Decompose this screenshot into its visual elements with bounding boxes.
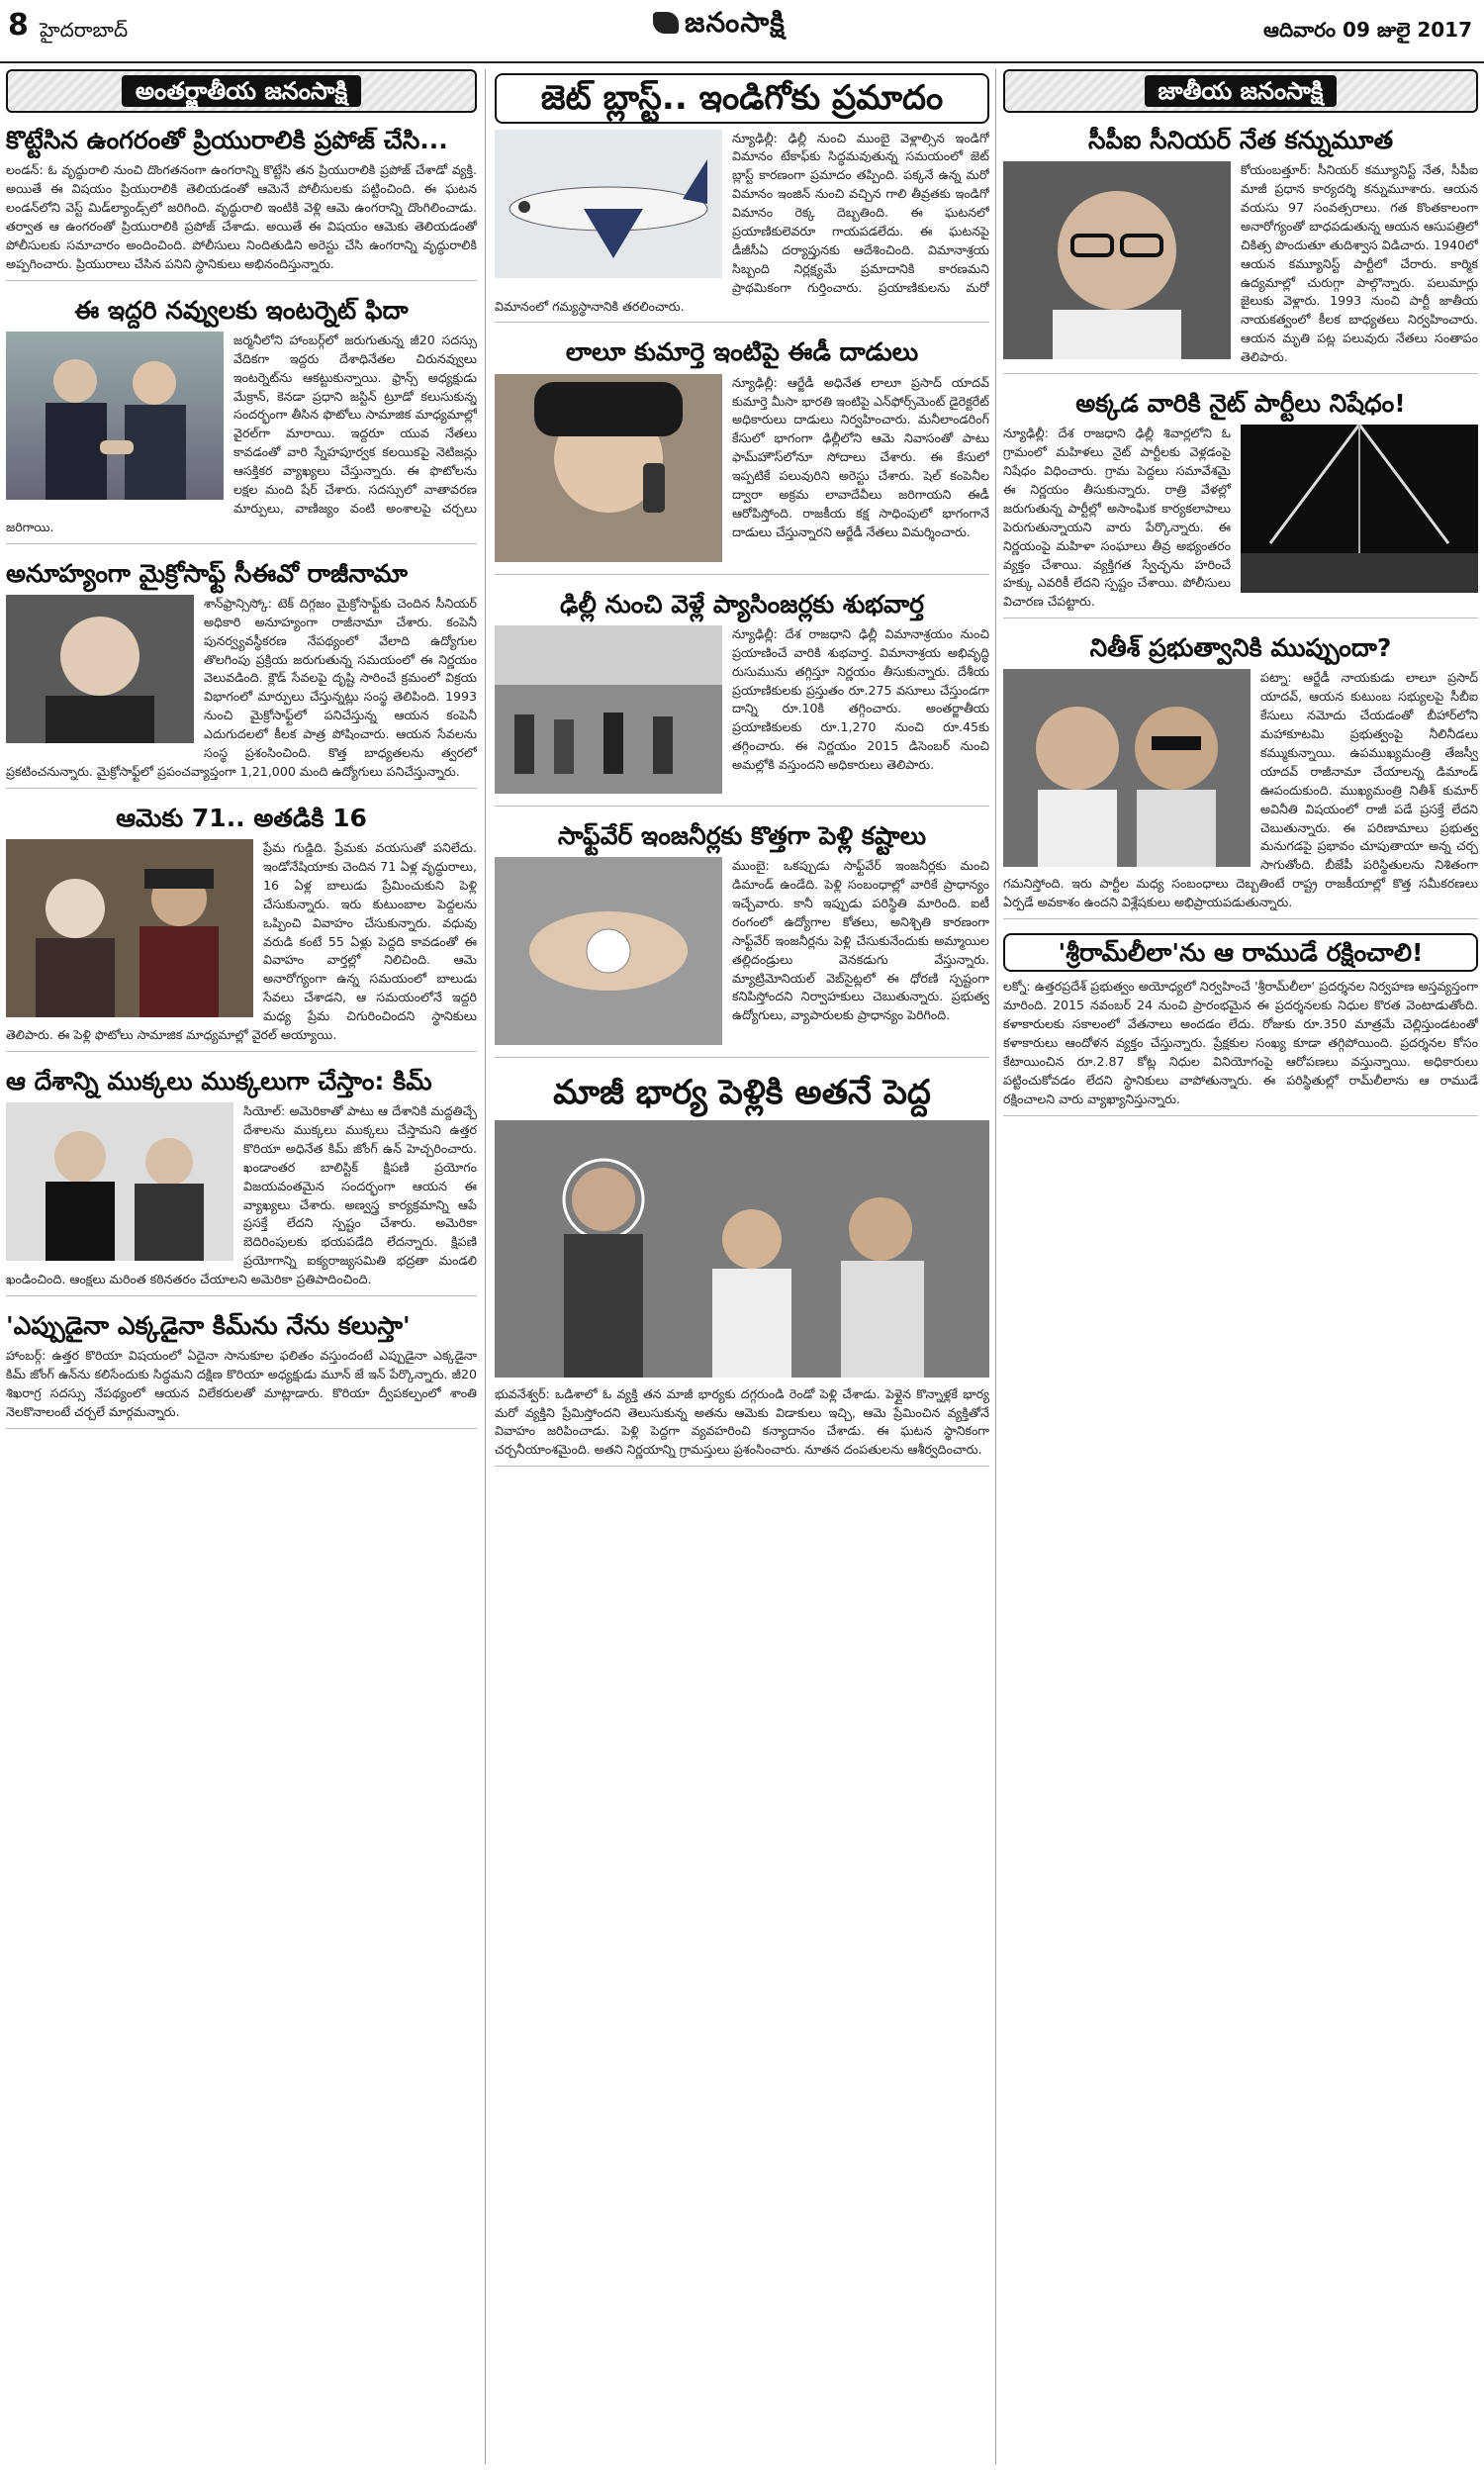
photo-cpi-leader (1003, 161, 1231, 359)
photo-illustration (6, 595, 194, 743)
article-microsoft (6, 554, 477, 789)
headline: మాజీ భార్య పెళ్లికి అతనే పెద్ద (553, 1073, 931, 1113)
headline: 'శ్రీరామ్‌లీలా'ను ఆ రాముడే రక్షించాలి! (1003, 933, 1478, 972)
article-body: న్యూఢిల్లీ: ఆర్జేడీ అధినేత లాలూ ప్రసాద్‌ యాదవ్‌ కుమార్తె మీసా భారతి ఇంటిపై ఎన్‌ఫోర్స్‌మెంట్‌ డైరెక్టరేట్‌ అధికారులు దాడులు నిర్వహించారు. మనీలాండరింగ్‌ కేసులో భాగంగా ఢిల్లీలోని ఆమె నివాసంతో పాటు ఫామ్‌హౌస్‌లోనూ సోదాలు చేశారు. ఈ కేసులో ఇప్పటికే పలువురిని అరెస్టు చేశారు. షెల్‌ కంపెనీల ద్వారా అక్రమ లావాదేవీలు జరిగాయని ఈడీ ఆరోపిస్తోంది. రాజకీయ కక్ష సాధింపులో భాగంగానే దాడులు చేస్తున్నారని ఆర్జేడీ నేతలు విమర్శించారు. (732, 374, 989, 539)
photo-executive (6, 595, 194, 743)
article-body: శాన్‌ఫ్రాన్సిస్కో: టెక్‌ దిగ్గజం మైక్రోసాఫ్ట్‌కు చెందిన సీనియర్‌ అధికారి అనూహ్యంగా రాజీనామా చేశారు. కంపెనీ పునర్వ్యవస్థీకరణ నేపథ్యంలో వేలాది ఉద్యోగుల తొలగింపు ప్రక్రియ జరుగుతున్న సమయంలో ఈ నిర్ణయం వెలువడింది. క్లౌడ్‌ సేవలపై దృష్టి సారించే క్రమంలో విక్రయ విభాగంలో మార్పులు చేస్తున్నట్లు సంస్థ తెలిపింది. 1993 నుంచి మైక్రోసాఫ్ట్‌లో పనిచేస్తున్న ఆయన కంపెనీ ఎదుగుదలలో కీలక పాత్ర పోషించారు. ఆయన సేవలను సంస్థ ప్రశంసించింది. కొత్త బాధ్యతలను త్వరలో ప్రకటించనున్నారు. మైక్రోసాఫ్ట్‌లో ప్రపంచవ్యాప్తంగా 1,21,000 మంది ఉద్యోగులు పనిచేస్తున్నారు. (6, 595, 477, 779)
photo-illustration (1241, 425, 1478, 593)
headline: ఢిల్లీ నుంచి వెళ్లే ప్యాసింజర్లకు శుభవార్త (560, 589, 924, 618)
photo-airport-terminal (495, 625, 722, 794)
article-71-16 (6, 799, 477, 1052)
headline: నితీశ్‌ ప్రభుత్వానికి ముప్పుందా? (1089, 633, 1392, 663)
headline: ఆ దేశాన్ని ముక్కలు ముక్కలుగా చేస్తాం: కిమ్‌ (6, 1066, 432, 1095)
photo-kim (6, 1102, 233, 1261)
section-banner-national (1003, 69, 1478, 113)
column-divider (485, 69, 486, 2464)
column-international (6, 69, 477, 2464)
headline: సాఫ్ట్‌వేర్‌ ఇంజనీర్లకు కొత్తగా పెళ్లి కష్టాలు (557, 820, 927, 850)
photo-leaders-handshake (6, 332, 224, 500)
logo-mark-icon (653, 12, 679, 34)
article-ring-proposal (6, 121, 477, 281)
headline: కొట్టేసిన ఉంగరంతో ప్రియురాలికి ప్రపోజ్‌ చేసి... (6, 126, 448, 154)
article-software-marriage (495, 816, 989, 1058)
photo-illustration (495, 374, 722, 562)
article-body: పట్నా: ఆర్జేడీ నాయకుడు లాలూ ప్రసాద్‌ యాదవ్‌, ఆయన కుటుంబ సభ్యులపై సీబీఐ కేసులు నమోదు చేయడంతో బీహార్‌లోని మహాకూటమి ప్రభుత్వంపై నీలినీడలు కమ్ముకున్నాయి. ఉపముఖ్యమంత్రి తేజస్వీ యాదవ్‌ రాజీనామా చేయాలన్న డిమాండ్‌ ఊపందుకుంది. ముఖ్యమంత్రి నితీశ్‌ కుమార్‌ అవినీతి విషయంలో రాజీ పడే ప్రసక్తే లేదని చెబుతున్నారు. ఈ పరిణామాలు ప్రభుత్వ మనుగడపై ప్రభావం చూపుతాయా అన్న చర్చ సాగుతోంది. బీజేపీ పరిస్థితులను నిశితంగా గమనిస్తోంది. ఇరు పార్టీల మధ్య సంబంధాలు దెబ్బతింటే రాష్ట్ర రాజకీయాల్లో కొత్త సమీకరణలు ఏర్పడే అవకాశం ఉందని విశ్లేషకులు అభిప్రాయపడుతున్నారు. (1003, 670, 1478, 910)
paper-name: జనంసాక్షి (685, 6, 786, 39)
headline: 'ఎప్పుడైనా ఎక్కడైనా కిమ్‌ను నేను కలుస్తా' (6, 1311, 411, 1340)
article-body: ముంబై: ఒకప్పుడు సాఫ్ట్‌వేర్‌ ఇంజనీర్లకు మంచి డిమాండ్‌ ఉండేది. పెళ్లి సంబంధాల్లో వారికే ప్రాధాన్యం ఇచ్చేవారు. కానీ ఇప్పుడు పరిస్థితి మారింది. ఐటీ రంగంలో ఉద్యోగాల కోతలు, అనిశ్చితి కారణంగా సాఫ్ట్‌వేర్‌ ఇంజనీర్లను పెళ్లి చేసుకునేందుకు అమ్మాయిల తల్లిదండ్రులు వెనకడుగు వేస్తున్నారు. మ్యాట్రిమోనియల్‌ వెబ్‌సైట్లలో ఈ ధోరణి స్పష్టంగా కనిపిస్తోందని నిర్వాహకులు చెబుతున్నారు. ప్రభుత్వ ఉద్యోగులు, వ్యాపారులకు ప్రాధాన్యం పెరిగింది. (732, 858, 989, 1023)
article-night-parties (1003, 384, 1478, 618)
article-body: జర్మనీలోని హాంబర్గ్‌లో జరుగుతున్న జీ20 సదస్సు వేదికగా ఇద్దరు దేశాధినేతల చిరునవ్వులు ఇంటర్నెట్‌ను ఆకట్టుకున్నాయి. ఫ్రాన్స్‌ అధ్యక్షుడు మేక్రాన్‌, కెనడా ప్రధాని జస్టిన్‌ ట్రూడో కలుసుకున్న సందర్భంగా తీసిన ఫొటోలు సామాజిక మాధ్యమాల్లో వైరల్‌గా మారాయి. ఇద్దరూ యువ నేతలు కావడంతో వారి స్నేహపూర్వక కలయికపై నెటిజన్లు ఆసక్తికర వ్యాఖ్యలు చేస్తున్నారు. ఈ ఫొటోలను లక్షల మంది షేర్‌ చేశారు. సదస్సులో వాతావరణ మార్పులు, వాణిజ్యం వంటి అంశాలపై చర్చలు జరిగాయి. (6, 332, 477, 534)
article-cpi-leader (1003, 121, 1478, 374)
headline: అక్కడ వారికి నైట్‌ పార్టీలు నిషేధం! (1075, 389, 1406, 419)
section-title: జాతీయ జనంసాక్షి (1145, 75, 1338, 107)
section-banner-international (6, 69, 477, 113)
photo-night-party (1241, 425, 1478, 593)
column-center (495, 69, 989, 2464)
article-body: ప్రేమ గుడ్డిది. ప్రేమకు వయసుతో పనిలేదు. ఇండోనేషియాకు చెందిన 71 ఏళ్ల వృద్ధురాలు, 16 ఏళ్ల బాలుడు ప్రేమించుకుని పెళ్లి చేసుకున్నారు. ఇరు కుటుంబాల పెద్దలను ఒప్పించి వివాహం చేసుకున్నారు. వధువు వరుడి కంటే 55 ఏళ్లు పెద్దది కావడంతో ఈ వివాహం వార్తల్లో నిలిచింది. ఆమె అనారోగ్యంగా ఉన్న సమయంలో బాలుడు సేవలు చేశాడని, ఆ సమయంలోనే ఇద్దరి మధ్య ప్రేమ చిగురించిందని స్థానికులు తెలిపారు. ఈ పెళ్లి ఫొటోలు సామాజిక మాధ్యమాల్లో వైరల్‌ అయ్యాయి. (6, 840, 477, 1042)
headline: అనూహ్యంగా మైక్రోసాఫ్ట్‌ సీఈవో రాజీనామా (6, 558, 409, 588)
article-body: భువనేశ్వర్‌: ఒడిశాలో ఓ వ్యక్తి తన మాజీ భార్యకు దగ్గరుండి రెండో పెళ్లి చేశాడు. పెళ్లైన కొన్నాళ్లకే భార్య మరో వ్యక్తిని ప్రేమిస్తోందని తెలుసుకున్న అతను ఆమెకు విడాకులు ఇచ్చి, ఆమె ప్రేమించిన వ్యక్తితోనే వివాహం జరిపించాడు. పెళ్లి పెద్దగా వ్యవహరించి కన్యాదానం చేశాడు. ఈ ఘటన స్థానికంగా చర్చనీయాంశమైంది. అతని నిర్ణయాన్ని గ్రామస్తులు ప్రశంసించారు. నూతన దంపతులను ఆశీర్వదించారు. (495, 1385, 989, 1458)
article-body: కోయంబత్తూర్‌: సీనియర్‌ కమ్యూనిస్ట్‌ నేత, సీపీఐ మాజీ ప్రధాన కార్యదర్శి కన్నుమూశారు. ఆయన వయసు 97 సంవత్సరాలు. గత కొంతకాలంగా అనారోగ్యంతో బాధపడుతున్న ఆయన ఆసుపత్రిలో చికిత్స పొందుతూ తుదిశ్వాస విడిచారు. 1940లో ఆయన కమ్యూనిస్ట్‌ పార్టీలో చేరారు. కార్మిక ఉద్యమాల్లో చురుగ్గా పాల్గొన్నారు. పలుమార్లు జైలుకు వెళ్లారు. 1993 నుంచి పార్టీ జాతీయ నాయకత్వంలో కీలక బాధ్యతలు నిర్వహించారు. ఆయన మృతి పట్ల పలువురు నేతలు సంతాపం తెలిపారు. (1241, 162, 1478, 365)
article-ramleela (1003, 929, 1478, 1115)
paper-logo (653, 6, 786, 46)
photo-illustration (6, 1102, 233, 1261)
article-body: లండన్‌: ఓ వృద్ధురాలి నుంచి దొంగతనంగా ఉంగరాన్ని కొట్టేసి తన ప్రియురాలికి ప్రపోజ్‌ చేశాడో వ్యక్తి. అయితే ఈ విషయం ప్రియురాలికి తెలియడంతో ఆమెనే పోలీసులకు పట్టించింది. ఈ ఘటన లండన్‌లోని వెస్ట్‌ మిడ్‌ల్యాండ్స్‌లో జరిగింది. వృద్ధురాలి ఇంటికి వెళ్లి ఆమె ఉంగరాన్ని దొంగిలించాడు. తర్వాత ఆ ఉంగరంతో ప్రియురాలికి ప్రపోజ్‌ చేశాడు. అయితే ఈ విషయం ఆమెకు తెలియడంతో పోలీసులకు సమాచారం అందించింది. పోలీసులు నిందితుడిని అరెస్టు చేసి ఉంగరాన్ని వృద్ధురాలికి అప్పగించారు. ప్రియురాలు చేసిన పనిని స్థానికులు అభినందిస్తున్నారు. (6, 162, 477, 271)
article-body: లక్నో: ఉత్తరప్రదేశ్‌ ప్రభుత్వం అయోధ్యలో నిర్వహించే 'శ్రీరామ్‌లీలా' ప్రదర్శనల నిర్వహణ అస్తవ్యస్తంగా మారింది. 2015 నవంబర్‌ 24 నుంచి ప్రారంభమైన ఈ ప్రదర్శనలకు నిధుల కొరత వెంటాడుతోంది. కళాకారులకు సకాలంలో వేతనాలు అందడం లేదు. రోజుకు రూ.350 మాత్రమే చెల్లిస్తుండటంతో కళాకారులు ఆందోళన వ్యక్తం చేస్తున్నారు. ప్రేక్షకుల సంఖ్య కూడా తగ్గిపోయింది. ప్రదర్శనల కోసం కేటాయించిన రూ.2.87 కోట్ల నిధుల వినియోగంపై ఆరోపణలు వస్తున్నాయి. అధికారులు పట్టించుకోవడం లేదని స్థానికులు వాపోతున్నారు. ఈ పరిస్థితుల్లో రామ్‌లీలాను ఆ రాముడే రక్షించాలని వారు వ్యాఖ్యానిస్తున్నారు. (1003, 979, 1478, 1106)
headline: ఆమెకు 71.. అతడికి 16 (116, 803, 367, 832)
article-g20-smiles (6, 291, 477, 544)
column-divider (995, 69, 996, 2464)
article-body: సియోల్‌: అమెరికాతో పాటు ఆ దేశానికి మద్దతిచ్చే దేశాలను ముక్కలు ముక్కలు చేస్తామని ఉత్తర కొరియా అధినేత కిమ్‌ జోంగ్‌ ఉన్‌ హెచ్చరించారు. ఖండాంతర బాలిస్టిక్‌ క్షిపణి ప్రయోగం విజయవంతమైన సందర్భంగా ఆయన ఈ వ్యాఖ్యలు చేశారు. అణ్వస్త్ర కార్యక్రమాన్ని ఆపే ప్రసక్తే లేదని స్పష్టం చేశారు. అమెరికా బెదిరింపులకు భయపడేది లేదన్నారు. క్షిపణి ప్రయోగాన్ని ఐక్యరాజ్యసమితి భద్రతా మండలి ఖండించింది. ఆంక్షలు మరింత కఠినతరం చేయాలని అమెరికా ప్రతిపాదించింది. (6, 1103, 477, 1287)
headline: సీపీఐ సీనియర్‌ నేత కన్నుమూత (1087, 126, 1394, 154)
photo-illustration (495, 625, 722, 794)
article-body: న్యూఢిల్లీ: దేశ రాజధాని ఢిల్లీ విమానాశ్రయం నుంచి ప్రయాణించే వారికి శుభవార్త. విమానాశ్రయ అభివృద్ధి రుసుమును తగ్గిస్తూ నిర్ణయం తీసుకున్నారు. దేశీయ ప్రయాణికులకు ప్రస్తుతం రూ.275 వసూలు చేస్తుండగా దాన్ని రూ.10కి తగ్గించారు. అంతర్జాతీయ ప్రయాణికులకు రూ.1,270 నుంచి రూ.45కు తగ్గించారు. ఈ నిర్ణయం 2015 డిసెంబర్‌ నుంచి అమల్లోకి వస్తుందని అధికారులు తెలిపారు. (732, 625, 989, 773)
column-national (1003, 69, 1478, 2464)
article-body: హాంబర్గ్‌: ఉత్తర కొరియా విషయంలో ఏదైనా సానుకూల ఫలితం వస్తుందంటే ఎప్పుడైనా ఎక్కడైనా కిమ్‌ జోంగ్‌ ఉన్‌ను కలిసేందుకు సిద్ధమని దక్షిణ కొరియా అధ్యక్షుడు మూన్‌ జే ఇన్‌ పేర్కొన్నారు. జీ20 శిఖరాగ్ర సదస్సు నేపథ్యంలో ఆయన విలేకరులతో మాట్లాడారు. కొరియా ద్వీపకల్పంలో శాంతి నెలకొనాలంటే చర్చలే మార్గమన్నారు. (6, 1348, 477, 1419)
photo-lalu-nitish (1003, 669, 1251, 867)
photo-indigo-plane (495, 130, 722, 278)
photo-illustration (495, 1120, 989, 1378)
photo-illustration (6, 839, 253, 1017)
article-delhi-airport (495, 585, 989, 807)
photo-illustration (495, 130, 722, 278)
headline: లాలూ కుమార్తె ఇంటిపై ఈడీ దాడులు (565, 337, 919, 367)
article-nitish-govt (1003, 628, 1478, 919)
edition-city: హైదరాబాద్ (40, 18, 129, 42)
photo-misa-bharti (495, 374, 722, 562)
photo-illustration (1003, 669, 1251, 867)
article-body: న్యూఢిల్లీ: ఢిల్లీ నుంచి ముంబై వెళ్లాల్సిన ఇండిగో విమానం టేకాఫ్‌కు సిద్ధమవుతున్న సమయంలో జెట్‌ బ్లాస్ట్‌ కారణంగా ప్రమాదం తప్పింది. పక్కనే ఉన్న మరో విమానం ఇంజిన్‌ నుంచి వచ్చిన గాలి తీవ్రతకు ఇండిగో విమానం రెక్క దెబ్బతింది. ఈ ఘటనలో ప్రయాణికులెవరూ గాయపడలేదు. ఈ ఘటనపై డీజీసీఏ దర్యాప్తునకు ఆదేశించింది. విమానాశ్రయ సిబ్బంది నిర్లక్ష్యమే ప్రమాదానికి కారణమని ప్రాథమికంగా గుర్తించారు. ప్రయాణికులను మరో విమానంలో గమ్యస్థానానికి తరలించారు. (495, 130, 989, 314)
photo-illustration (1003, 161, 1231, 359)
article-kim-threat (6, 1062, 477, 1296)
masthead (0, 0, 1484, 63)
issue-date: ఆదివారం 09 జులై 2017 (1263, 18, 1472, 42)
headline: జెట్‌ బ్లాస్ట్‌.. ఇండిగోకు ప్రమాదం (495, 73, 989, 124)
page-number: 8 (8, 8, 29, 43)
photo-wedding-hands (495, 857, 722, 1045)
article-jet-blast (495, 69, 989, 323)
article-ex-wife-wedding (495, 1068, 989, 1467)
article-moon-kim (6, 1306, 477, 1429)
photo-illustration (6, 332, 224, 500)
headline: ఈ ఇద్దరి నవ్వులకు ఇంటర్నెట్‌ ఫిదా (74, 295, 409, 325)
photo-illustration (495, 857, 722, 1045)
section-title: అంతర్జాతీయ జనంసాక్షి (122, 75, 361, 107)
photo-wedding-couple (495, 1120, 989, 1378)
article-body: న్యూఢిల్లీ: దేశ రాజధాని ఢిల్లీ శివార్లలోని ఓ గ్రామంలో మహిళలు నైట్‌ పార్టీలకు వెళ్లడంపై నిషేధం విధించారు. గ్రామ పెద్దలు సమావేశమై ఈ నిర్ణయం తీసుకున్నారు. రాత్రి వేళల్లో జరుగుతున్న పార్టీల్లో అసాంఘిక కార్యకలాపాలు పెరుగుతున్నాయని వారు పేర్కొన్నారు. ఈ నిర్ణయంపై మహిళా సంఘాలు తీవ్ర అభ్యంతరం వ్యక్తం చేశాయి. వ్యక్తిగత స్వేచ్ఛను హరించే హక్కు ఎవరికీ లేదని స్పష్టం చేశాయి. పోలీసులు విచారణ చేపట్టారు. (1003, 426, 1231, 610)
photo-couple (6, 839, 253, 1017)
article-ed-raids (495, 333, 989, 574)
